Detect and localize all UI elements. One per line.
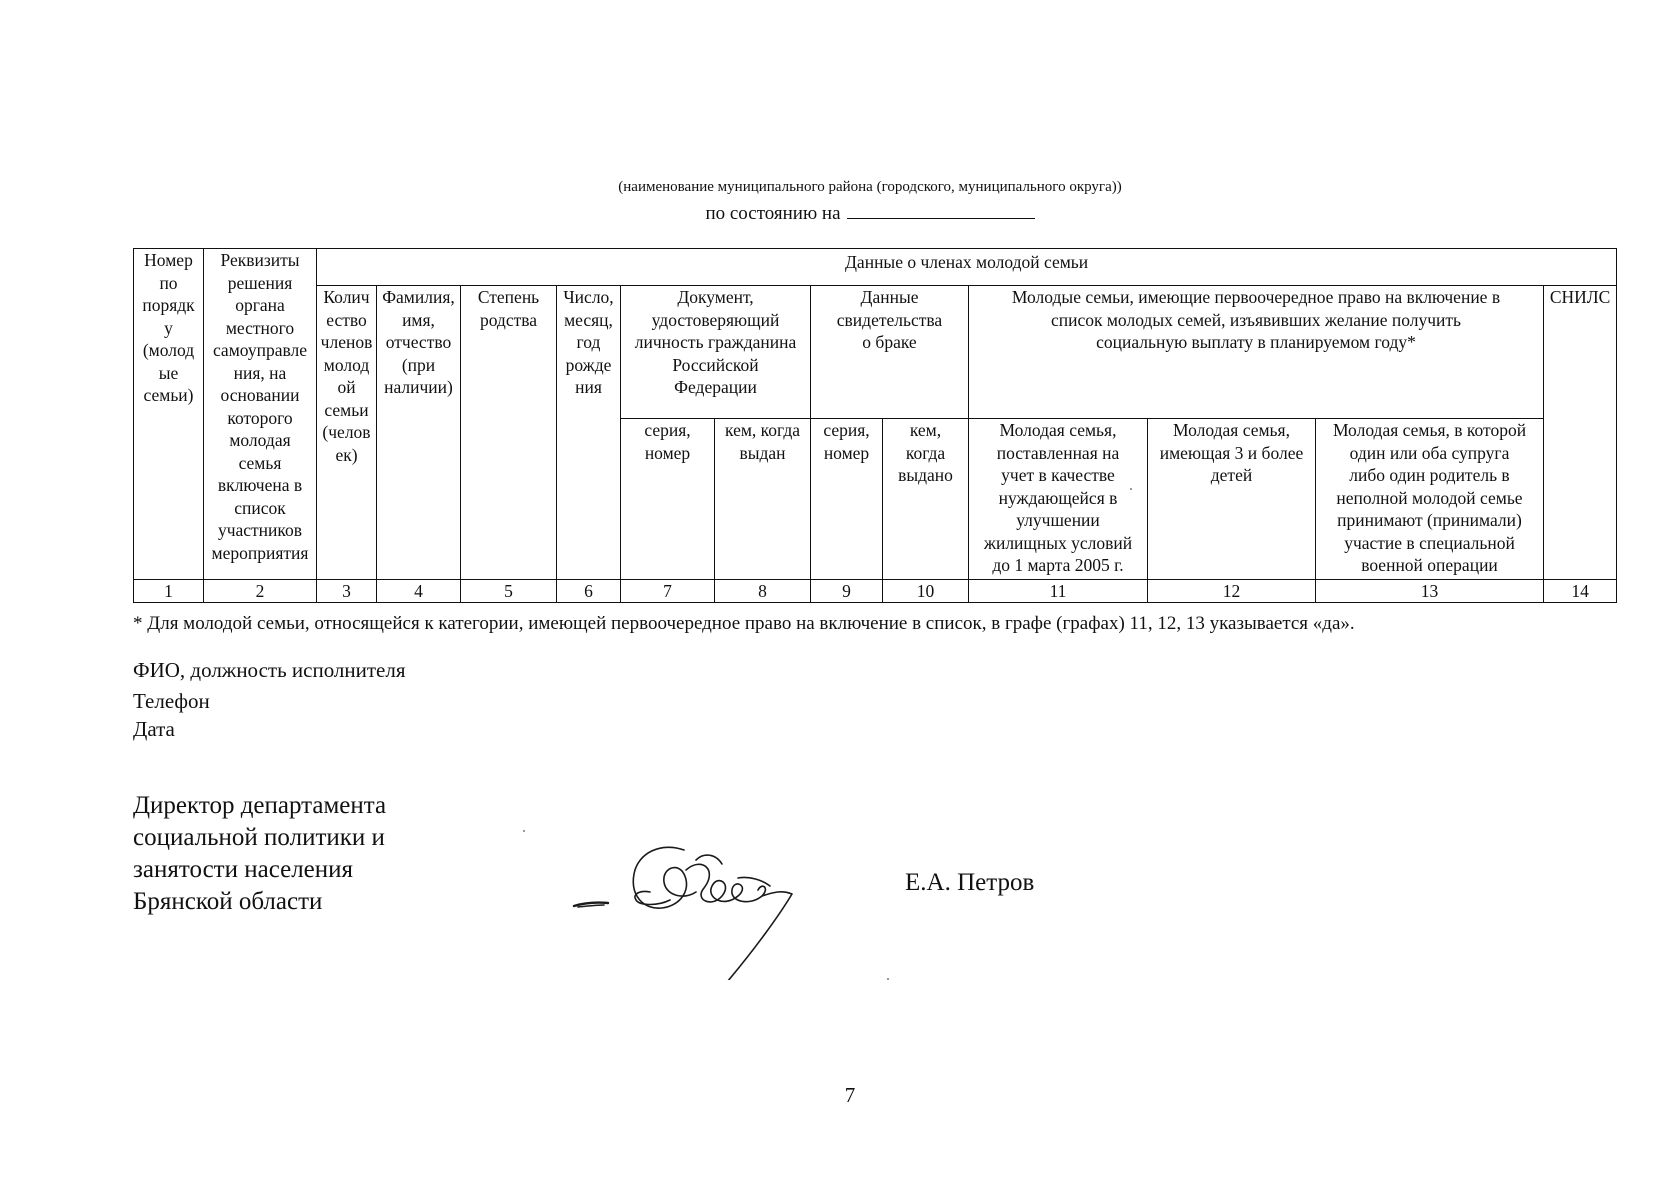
column-number: 1 <box>134 580 204 603</box>
header-document-series: серия, номер <box>621 419 715 580</box>
position-line: занятости населения <box>133 856 354 883</box>
position-line: социальной политики и <box>133 824 385 851</box>
column-number: 5 <box>461 580 557 603</box>
column-number: 9 <box>811 580 883 603</box>
column-number: 2 <box>204 580 317 603</box>
header-priority-families: Молодые семьи, имеющие первоочередное право на включение в список молодых семей, изъявивших желание получить социальную выплату в планируемом году* <box>969 286 1544 419</box>
as-of-date-line <box>600 203 1140 225</box>
column-number: 4 <box>377 580 461 603</box>
scan-speck <box>1130 488 1132 490</box>
header-three-children: Молодая семья, имеющая 3 и более детей <box>1148 419 1316 580</box>
column-number: 11 <box>969 580 1148 603</box>
header-snils: СНИЛС <box>1544 286 1617 580</box>
as-of-label: по состоянию на <box>705 203 841 224</box>
header-document-issued: кем, когда выдан <box>715 419 811 580</box>
column-number: 7 <box>621 580 715 603</box>
as-of-date-blank <box>847 204 1035 219</box>
column-number: 14 <box>1544 580 1617 603</box>
young-families-table <box>133 248 1617 603</box>
column-number: 8 <box>715 580 811 603</box>
scan-speck <box>523 830 525 832</box>
header-marriage-issued: кем, когда выдано <box>883 419 969 580</box>
position-line: Брянской области <box>133 888 323 915</box>
column-number: 6 <box>557 580 621 603</box>
executor-label: ФИО, должность исполнителя <box>133 658 406 682</box>
header-family-members-data: Данные о членах молодой семьи <box>317 249 1617 286</box>
header-marriage-certificate: Данные свидетельства о браке <box>811 286 969 419</box>
priority-footnote: * Для молодой семьи, относящейся к категории, имеющей первоочередное право на включение в список, в графе (графах) 11, 12, 13 указывается «да». <box>133 613 1355 634</box>
header-decision-details: Реквизиты решения органа местного самоуправле ния, на основании которого молодая семья включена в список участников мероприятия <box>204 249 317 580</box>
header-relationship: Степень родства <box>461 286 557 580</box>
executor-info <box>133 655 406 745</box>
phone-label: Телефон <box>133 689 210 713</box>
header-full-name: Фамилия, имя, отчество (при наличии) <box>377 286 461 580</box>
region-caption: (наименование муниципального района (городского, муниципального округа)) <box>618 179 1122 195</box>
signatory-position <box>133 790 386 918</box>
column-number: 3 <box>317 580 377 603</box>
column-number: 12 <box>1148 580 1316 603</box>
header-marriage-series: серия, номер <box>811 419 883 580</box>
page-number: 7 <box>844 1083 856 1107</box>
scan-speck <box>887 978 889 980</box>
signer-name: Е.А. Петров <box>905 869 1035 896</box>
column-numbers-row <box>134 580 1617 603</box>
header-special-operation: Молодая семья, в которой один или оба супруга либо один родитель в неполной молодой семье принимают (принимали) участие в специальной военной операции <box>1316 419 1544 580</box>
date-label: Дата <box>133 717 175 741</box>
handwritten-signature <box>566 830 836 980</box>
position-line: Директор департамента <box>133 792 387 819</box>
column-number: 10 <box>883 580 969 603</box>
header-identity-document: Документ, удостоверяющий личность гражданина Российской Федерации <box>621 286 811 419</box>
header-member-count: Колич ество членов молод ой семьи (челов ек) <box>317 286 377 580</box>
header-row-number: Номер по порядк у (молод ые семьи) <box>134 249 204 580</box>
header-birth-date: Число, месяц, год рожде ния <box>557 286 621 580</box>
header-registered-before-2005: Молодая семья, поставленная на учет в качестве нуждающейся в улучшении жилищных условий до 1 марта 2005 г. <box>969 419 1148 580</box>
column-number: 13 <box>1316 580 1544 603</box>
